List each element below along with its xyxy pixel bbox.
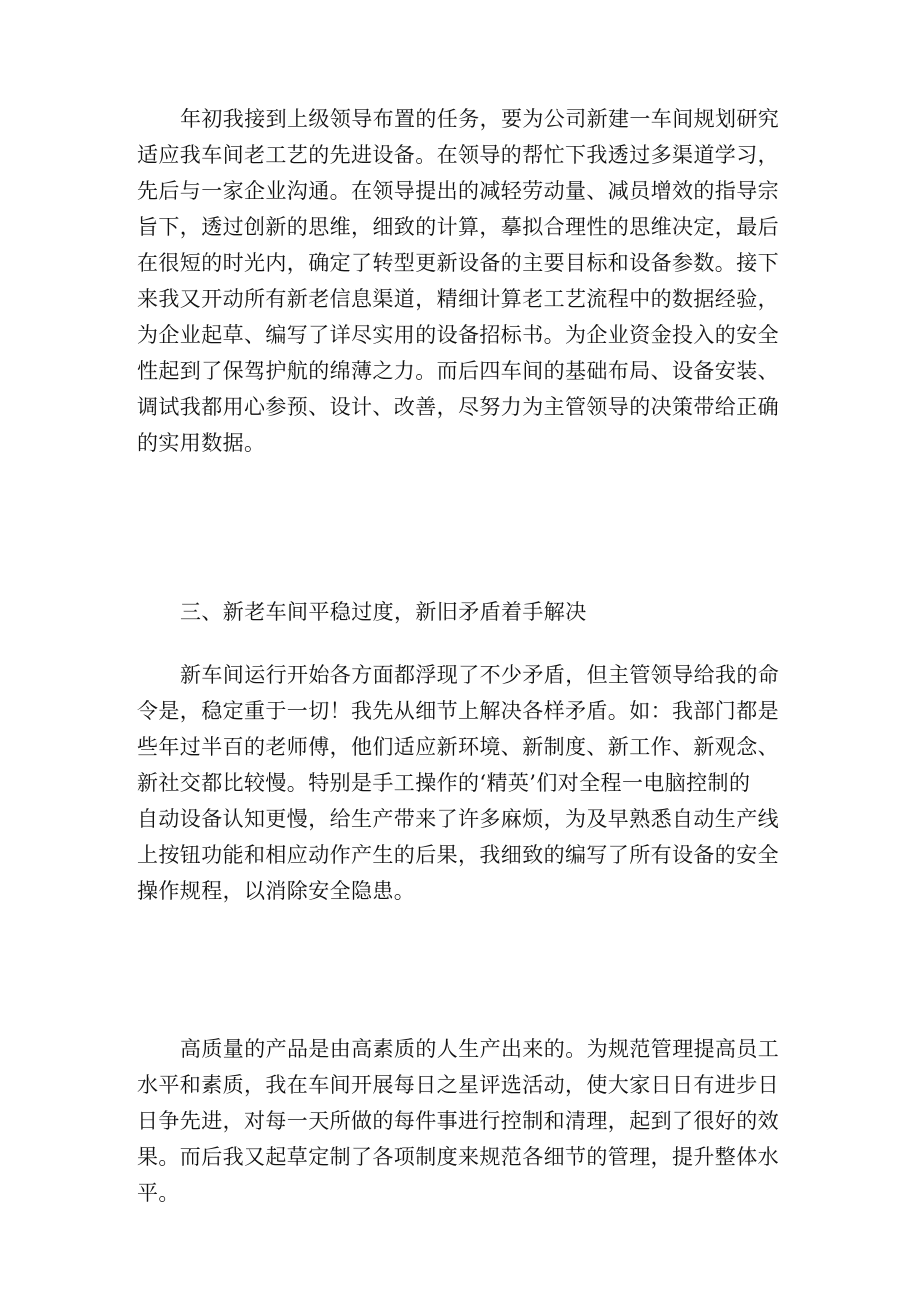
paragraph-line: 先后与一家企业沟通。在领导提出的减轻劳动量、减员增效的指导宗 [137, 179, 779, 203]
paragraph-2 [137, 657, 787, 909]
paragraph-line: 年初我接到上级领导布置的任务，要为公司新建一车间规划研究 [180, 107, 780, 131]
paragraph-1 [137, 101, 787, 461]
paragraph-line: 性起到了保驾护航的绵薄之力。而后四车间的基础布局、设备安装、 [137, 359, 779, 383]
paragraph-line: 的实用数据。 [137, 431, 266, 455]
section-heading-3 [137, 594, 787, 630]
paragraph-line: 水平和素质，我在车间开展每日之星评选活动，使大家日日有进步日 [137, 1073, 779, 1097]
paragraph-line: 平。 [137, 1181, 180, 1205]
paragraph-line: 新社交都比较慢。特别是手工操作的‘精英’们对全程一电脑控制的 [137, 771, 751, 795]
paragraph-line: 日争先进，对每一天所做的每件事进行控制和清理，起到了很好的效 [137, 1109, 779, 1133]
paragraph-3 [137, 1031, 787, 1211]
paragraph-line: 上按钮功能和相应动作产生的后果，我细致的编写了所有设备的安全 [137, 843, 779, 867]
paragraph-line: 来我又开动所有新老信息渠道，精细计算老工艺流程中的数据经验， [137, 287, 779, 311]
paragraph-line: 调试我都用心参预、设计、改善，尽努力为主管领导的决策带给正确 [137, 395, 779, 419]
paragraph-line: 旨下，透过创新的思维，细致的计算，摹拟合理性的思维决定，最后 [137, 215, 779, 239]
paragraph-line: 为企业起草、编写了详尽实用的设备招标书。为企业资金投入的安全 [137, 323, 779, 347]
paragraph-line: 适应我车间老工艺的先进设备。在领导的帮忙下我透过多渠道学习， [137, 143, 779, 167]
paragraph-line: 令是，稳定重于一切！我先从细节上解决各样矛盾。如：我部门都是 [137, 699, 779, 723]
paragraph-line: 操作规程，以消除安全隐患。 [137, 879, 416, 903]
paragraph-line: 高质量的产品是由高素质的人生产出来的。为规范管理提高员工 [180, 1037, 780, 1061]
paragraph-line: 自动设备认知更慢，给生产带来了许多麻烦，为及早熟悉自动生产线 [137, 807, 779, 831]
paragraph-line: 果。而后我又起草定制了各项制度来规范各细节的管理，提升整体水 [137, 1145, 779, 1169]
paragraph-line: 新车间运行开始各方面都浮现了不少矛盾，但主管领导给我的命 [180, 663, 780, 687]
paragraph-line: 在很短的时光内，确定了转型更新设备的主要目标和设备参数。接下 [137, 251, 779, 275]
paragraph-line: 些年过半百的老师傅，他们适应新环境、新制度、新工作、新观念、 [137, 735, 779, 759]
section-heading-text: 三、新老车间平稳过度，新旧矛盾着手解决 [180, 600, 587, 624]
